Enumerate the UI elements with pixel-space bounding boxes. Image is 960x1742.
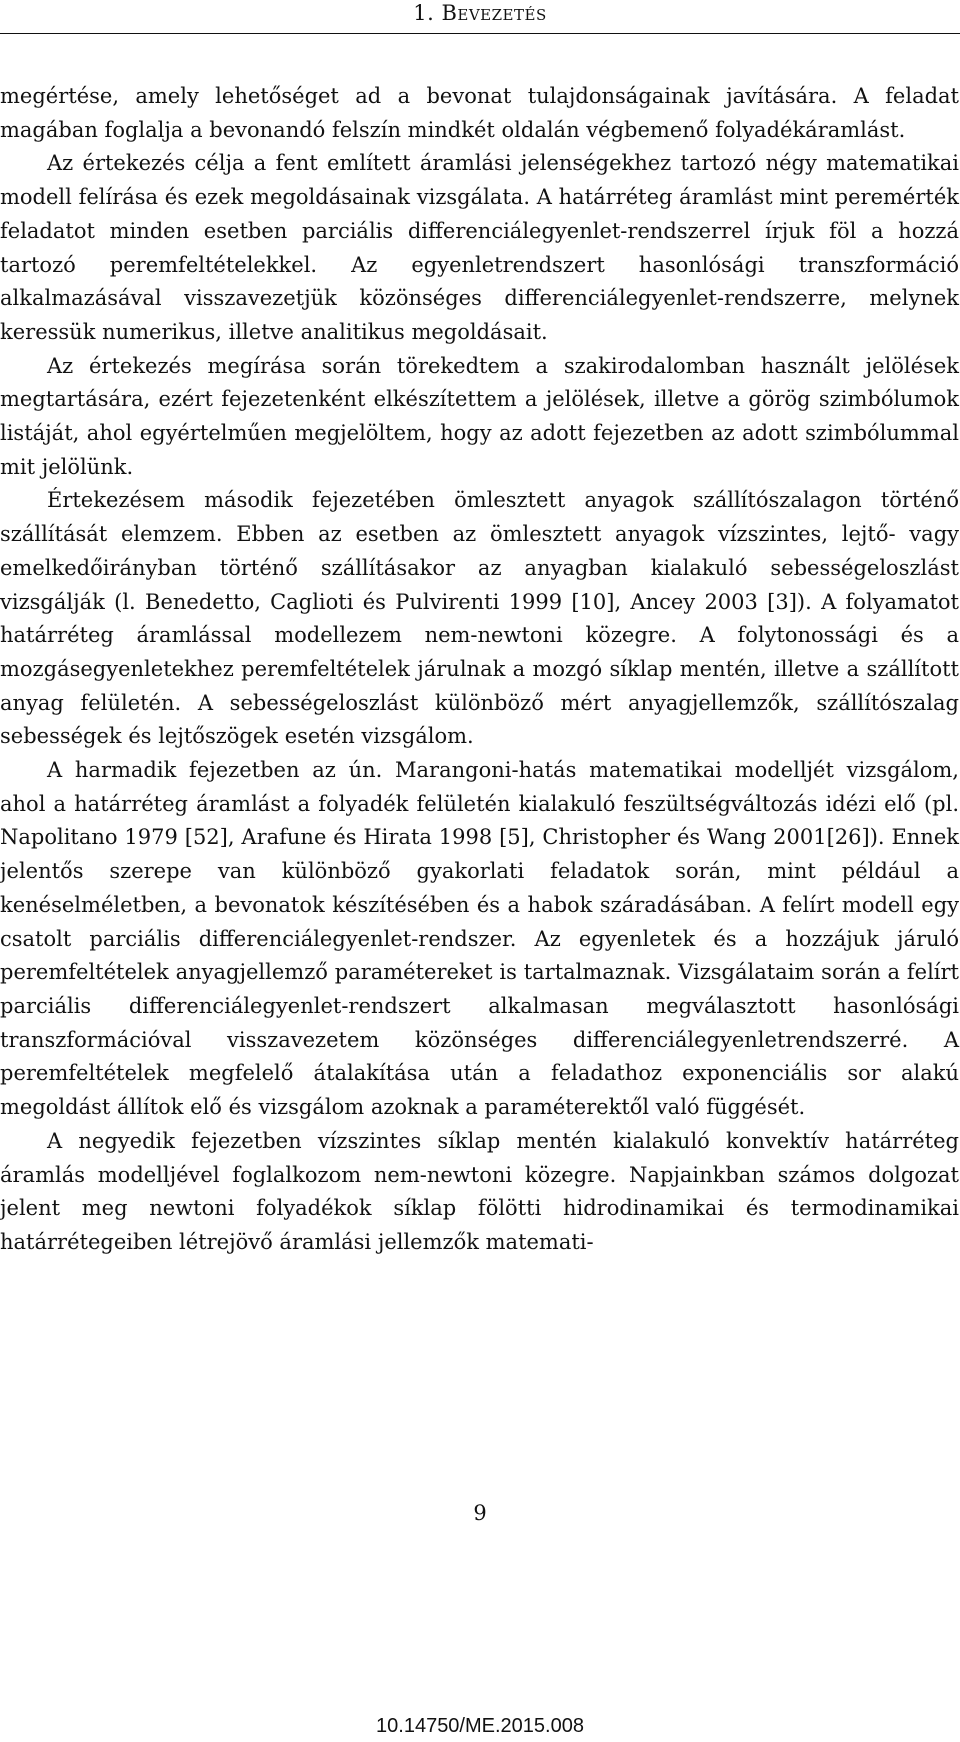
- chapter-title: 1. Bevezetés: [413, 1, 547, 25]
- running-header: [0, 0, 960, 34]
- header-rule: [0, 33, 960, 34]
- doi-footer: 10.14750/ME.2015.008: [376, 1715, 584, 1737]
- body-paragraph-continuation: megértése, amely lehetőséget ad a bevonat tulajdonságainak javítására. A feladat magában foglalja a bevonandó felszín mindkét oldalán végbemenő folyadékáramlást.: [0, 84, 959, 142]
- body-paragraph-chapter-four: A negyedik fejezetben vízszintes síklap mentén kialakuló konvektív határréteg áramlás modelljével foglalkozom nem-newtoni közegre. Napjainkban számos dolgozat jelent meg newtoni folyadékok síklap fölötti hidrodinamikai és termodinamikai határrétegeiben létrejövő áramlási jellemzők matemati-: [0, 1128, 959, 1254]
- page-body: [0, 80, 959, 1260]
- body-paragraph-aims: Az értekezés célja a fent említett áramlási jelenségekhez tartozó négy matematikai modell felírása és ezek megoldásainak vizsgálata. A határréteg áramlást mint peremérték feladatot minden esetben parciális differenciálegyenlet-rendszerrel írjuk föl a hozzá tartozó peremfeltételekkel. Az egyenletrendszert hasonlósági transzformáció alkalmazásával visszavezetjük közönséges differenciálegyenlet-rendszerre, melynek keressük numerikus, illetve analitikus megoldásait.: [0, 151, 959, 344]
- body-paragraph-chapter-three: A harmadik fejezetben az ún. Marangoni-hatás matematikai modelljét vizsgálom, ahol a határréteg áramlást a folyadék felületén kialakuló feszültségváltozás idézi elő (pl. Napolitano 1979 [52], Arafune és Hirata 1998 [5], Christopher és Wang 2001[26]). Ennek jelentős szerepe van különböző gyakorlati feladatok során, mint például a kenéselméletben, a bevonatok készítésében és a habok száradásában. A felírt modell egy csatolt parciális differenciálegyenlet-rendszer. Az egyenletek és a hozzájuk járuló peremfeltételek anyagjellemző paramétereket is tartalmaznak. Vizsgálataim során a felírt parciális differenciálegyenlet-rendszert alkalmasan megválasztott hasonlósági transzformációval visszavezetem közönséges differenciálegyenletrendszerré. A peremfeltételek megfelelő átalakítása után a feladathoz exponenciális sor alakú megoldást állítok elő és vizsgálom azoknak a paraméterektől való függését.: [0, 758, 959, 1120]
- body-paragraph-chapter-two: Értekezésem második fejezetében ömlesztett anyagok szállítószalagon történő szállítását elemzem. Ebben az esetben az ömlesztett anyagok vízszintes, lejtő- vagy emelkedőirányban történő szállításakor az anyagban kialakuló sebességeloszlást vizsgálják (l. Benedetto, Caglioti és Pulvirenti 1999 [10], Ancey 2003 [3]). A folyamatot határréteg áramlással modellezem nem-newtoni közegre. A folytonossági és a mozgásegyenletekhez peremfeltételek járulnak a mozgó síklap mentén, illetve a szállított anyag felületén. A sebességeloszlást különböző mért anyagjellemzők, szállítószalag sebességek és lejtőszögek esetén vizsgálom.: [0, 488, 959, 749]
- body-paragraph-notation: Az értekezés megírása során törekedtem a szakirodalomban használt jelölések megtartására, ezért fejezetenként elkészítettem a jelölések, illetve a görög szimbólumok listáját, ahol egyértelműen megjelöltem, hogy az adott fejezetben az adott szimbólummal mit jelölünk.: [0, 353, 959, 479]
- page-number: 9: [473, 1501, 487, 1525]
